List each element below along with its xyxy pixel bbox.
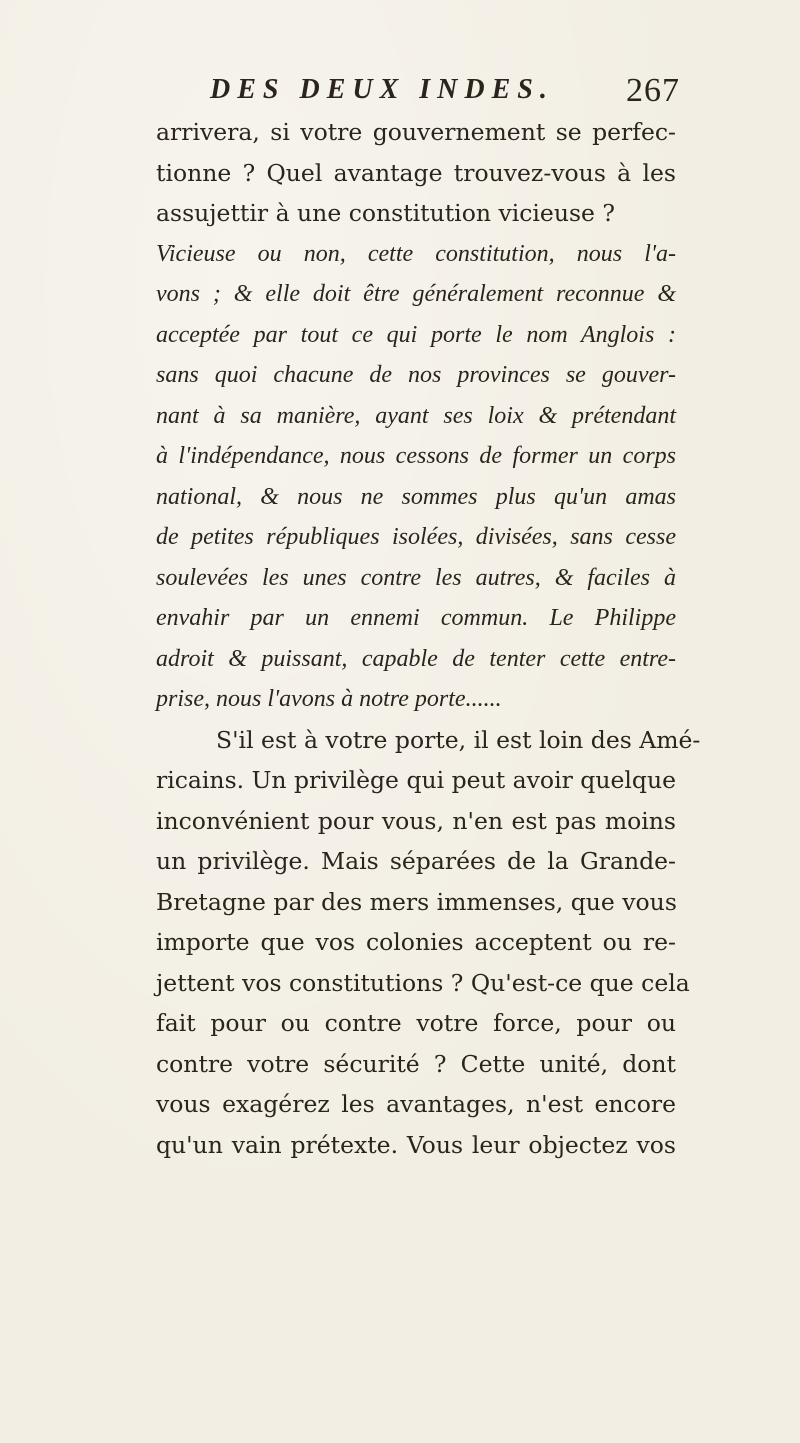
text-line: qu'un vain prétexte. Vous leur objectez vos [156,1130,676,1159]
body-text [156,112,701,1165]
quote-line: envahir par un ennemi commun. Le Philippe [156,605,676,631]
text-line: contre votre sécurité ? Cette unité, dont [156,1049,676,1078]
text-line: assujettir à une constitution vicieuse ? [156,199,615,227]
quote-line: adroit & puissant, capable de tenter cette entre- [156,645,676,672]
text-line: un privilège. Mais séparées de la Grande- [156,847,676,875]
running-title: DES DEUX INDES. [210,74,554,105]
quote-line: à l'indépendance, nous cessons de former un corps [156,443,676,469]
quote-line: acceptée par tout ce qui porte le nom Anglois : [156,321,676,348]
quote-line: de petites républiques isolées, divisées, sans cesse [156,524,676,550]
quote-line: Vicieuse ou non, cette constitution, nous l'a- [156,240,676,267]
running-head [210,74,680,114]
text-line: importe que vos colonies acceptent ou re- [156,928,676,956]
text-line: arrivera, si votre gouvernement se perfec- [156,118,676,146]
text-line: inconvénient pour vous, n'en est pas moins [156,806,676,835]
page-number: 267 [626,72,680,109]
quote-line: nant à sa manière, ayant ses loix & prétendant [156,402,676,429]
text-line: vous exagérez les avantages, n'est encore [156,1090,676,1118]
quote-line: soulevées les unes contre les autres, & faciles à [156,564,676,591]
quote-line: vons ; & elle doit être généralement reconnue & [156,281,676,307]
text-line: Bretagne par des mers immenses, que vous [156,887,677,916]
text-line: tionne ? Quel avantage trouvez-vous à les [156,158,676,187]
text-line: ricains. Un privilège qui peut avoir quelque [156,766,676,794]
quote-line: national, & nous ne sommes plus qu'un amas [156,483,676,510]
text-line: fait pour ou contre votre force, pour ou [156,1009,676,1037]
text-line: jettent vos constitutions ? Qu'est-ce que cela [156,968,690,997]
quote-line: sans quoi chacune de nos provinces se gouver- [156,362,676,388]
text-line: S'il est à votre porte, il est loin des Amé- [216,725,701,754]
quote-line: prise, nous l'avons à notre porte...... [156,686,502,712]
